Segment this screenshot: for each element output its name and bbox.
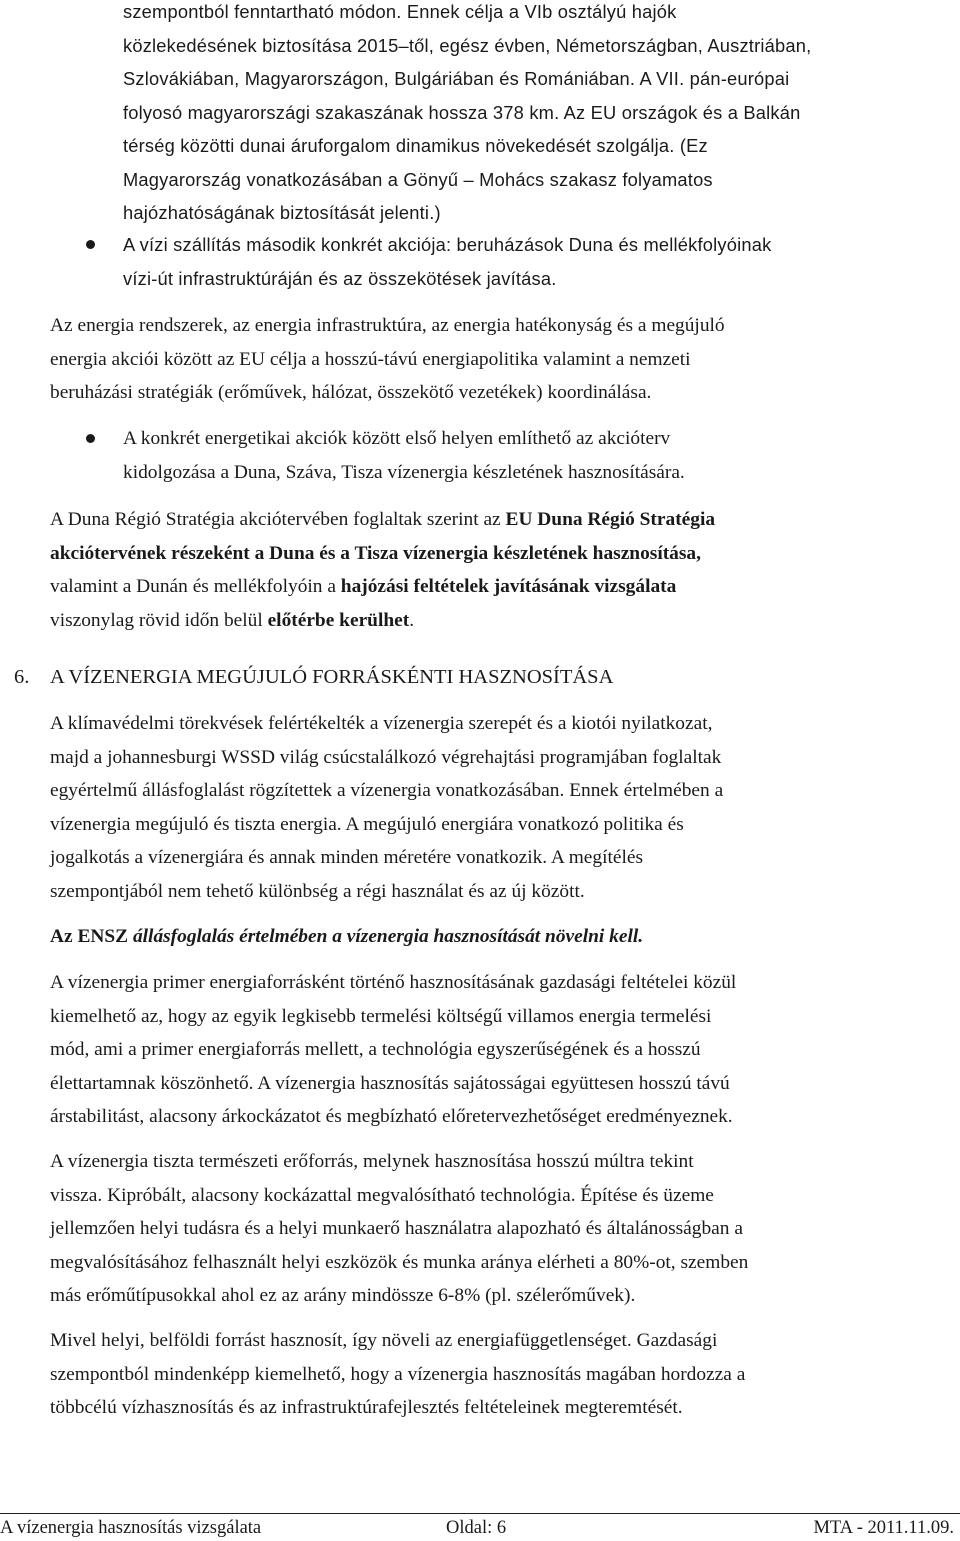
text-line: majd a johannesburgi WSSD világ csúcstalálkozó végrehajtási programjában foglaltak bbox=[50, 746, 722, 768]
footer-date: MTA - 2011.11.09. bbox=[813, 1518, 954, 1538]
text-line: beruházási stratégiák (erőművek, hálózat, összekötő vezetékek) koordinálása. bbox=[50, 382, 652, 403]
text-line: közlekedésének biztosítása 2015–től, egész évben, Németországban, Ausztriában, bbox=[123, 34, 812, 56]
text-line: szempontból mindenképp kiemelhető, hogy a vízenergia hasznosítás magában hordozza a bbox=[50, 1363, 746, 1385]
text-line: jogalkotás a vízenergiára és annak minden méretére vonatkozik. A megítélés bbox=[50, 847, 643, 868]
text-line: Magyarország vonatkozásában a Gönyű – Mohács szakasz folyamatos bbox=[123, 168, 713, 190]
intro-paragraph bbox=[123, 0, 955, 230]
text-line: szempontból fenntartható módon. Ennek célja a VIb osztályú hajók bbox=[123, 1, 677, 22]
footer-divider bbox=[0, 1513, 960, 1514]
bold-text: hajózási feltételek javításának vizsgálata bbox=[340, 576, 677, 597]
text-line: folyosó magyarországi szakaszának hossza 378 km. Az EU országok és a Balkán bbox=[123, 101, 801, 123]
text-line: vízi-út infrastruktúráján és az összekötések javítása. bbox=[123, 267, 557, 289]
local-resource-paragraph bbox=[50, 1324, 955, 1425]
text-line: A vízi szállítás második konkrét akciója: beruházások Duna és mellékfolyóinak bbox=[123, 234, 772, 255]
text-line: energia akciói között az EU célja a hosszú-távú energiapolitika valamint a nemzeti bbox=[50, 348, 691, 370]
text-line: megvalósításához felhasznált helyi eszközök és munka aránya elérheti a 80%-ot, szemben bbox=[50, 1251, 749, 1273]
text-line: térség közötti dunai áruforgalom dinamikus növekedését szolgálja. (Ez bbox=[123, 135, 708, 156]
text-line: Szlovákiában, Magyarországon, Bulgáriában és Romániában. A VII. pán-európai bbox=[123, 68, 790, 89]
italic-text: állásfoglalás értelmében a vízenergia hasznosítását növelni kell. bbox=[132, 926, 644, 947]
text-line: valamint a Dunán és mellékfolyóin a hajózási feltételek javításának vizsgálata bbox=[50, 576, 677, 597]
clean-energy-paragraph bbox=[50, 1145, 955, 1313]
bullet-item-waterway bbox=[123, 228, 955, 295]
text-line: mód, ami a primer energiaforrás mellett, a technológia egyszerűségének és a hosszú bbox=[50, 1039, 701, 1060]
bold-text: előtérbe kerülhet bbox=[267, 609, 410, 631]
footer-page-number: Oldal: 6 bbox=[446, 1518, 507, 1538]
strategy-paragraph bbox=[50, 503, 955, 637]
primary-energy-paragraph bbox=[50, 966, 955, 1134]
energy-paragraph bbox=[50, 309, 955, 410]
text-line: kidolgozása a Duna, Száva, Tisza vízenergia készletének hasznosítására. bbox=[123, 461, 685, 483]
text-line: A klímavédelmi törekvések felértékelték a vízenergia szerepét és a kiotói nyilatkozat, bbox=[50, 713, 713, 734]
footer-title: A vízenergia hasznosítás vizsgálata bbox=[0, 1518, 262, 1538]
text-line: más erőműtípusokkal ahol ez az arány mindössze 6-8% (pl. szélerőművek). bbox=[50, 1285, 636, 1306]
text-line: vissza. Kipróbált, alacsony kockázattal megvalósítható technológia. Építése és üzeme bbox=[50, 1184, 714, 1206]
text-line: kiemelhető az, hogy az egyik legkisebb termelési költségű villamos energia termelési bbox=[50, 1005, 712, 1027]
text-line: viszonylag rövid időn belül előtérbe kerülhet. bbox=[50, 609, 415, 631]
climate-paragraph bbox=[50, 707, 955, 908]
text-line: többcélú vízhasznosítás és az infrastruktúrafejlesztés feltételeinek megteremtését. bbox=[50, 1397, 683, 1418]
text-line: A konkrét energetikai akciók között első helyen említhető az akcióterv bbox=[123, 428, 671, 449]
section-number: 6. bbox=[14, 666, 30, 688]
text-line: élettartamnak köszönhető. A vízenergia hasznosítás sajátosságai együttesen hosszú távú bbox=[50, 1072, 730, 1094]
text-line: egyértelmű állásfoglalást rögzítettek a vízenergia vonatkozásában. Ennek értelmében a bbox=[50, 780, 724, 801]
bold-text: akciótervének részeként a Duna és a Tisza vízenergia készletének hasznosítása, bbox=[50, 542, 701, 564]
text-line: A vízenergia tiszta természeti erőforrás, melynek hasznosítása hosszú múltra tekint bbox=[50, 1151, 694, 1172]
text-line: szempontjából nem tehető különbség a régi használat és az új között. bbox=[50, 880, 585, 902]
bold-text: EU Duna Régió Stratégia bbox=[505, 509, 716, 530]
bullet-icon bbox=[86, 434, 95, 443]
bullet-icon bbox=[86, 240, 95, 249]
text-line: A Duna Régió Stratégia akciótervében foglaltak szerint az EU Duna Régió Stratégia bbox=[50, 509, 716, 530]
text-line: Mivel helyi, belföldi forrást hasznosít, így növeli az energiafüggetlenséget. Gazdasági bbox=[50, 1330, 718, 1351]
bullet-item-hydro-action bbox=[123, 422, 955, 489]
text-line: jellemzően helyi tudásra és a helyi munkaerő használatra alapozható és általánosságban a bbox=[50, 1218, 743, 1239]
text-line: Az energia rendszerek, az energia infrastruktúra, az energia hatékonyság és a megújuló bbox=[50, 315, 725, 336]
text-line bbox=[50, 537, 955, 571]
ensz-statement: Az ENSZ állásfoglalás értelmében a vízenergia hasznosítását növelni kell. bbox=[50, 926, 644, 947]
text-line: hajózhatóságának biztosítását jelenti.) bbox=[123, 202, 441, 223]
text-line: árstabilitást, alacsony árkockázatot és megbízható előretervezhetőséget eredményeznek. bbox=[50, 1106, 733, 1127]
text-line: A vízenergia primer energiaforrásként történő hasznosításának gazdasági feltételei közül bbox=[50, 972, 737, 993]
section-title: A VÍZENERGIA MEGÚJULÓ FORRÁSKÉNTI HASZNOSÍTÁSA bbox=[50, 666, 614, 688]
text-line: vízenergia megújuló és tiszta energia. A megújuló energiára vonatkozó politika és bbox=[50, 813, 684, 835]
section-heading bbox=[14, 662, 613, 692]
